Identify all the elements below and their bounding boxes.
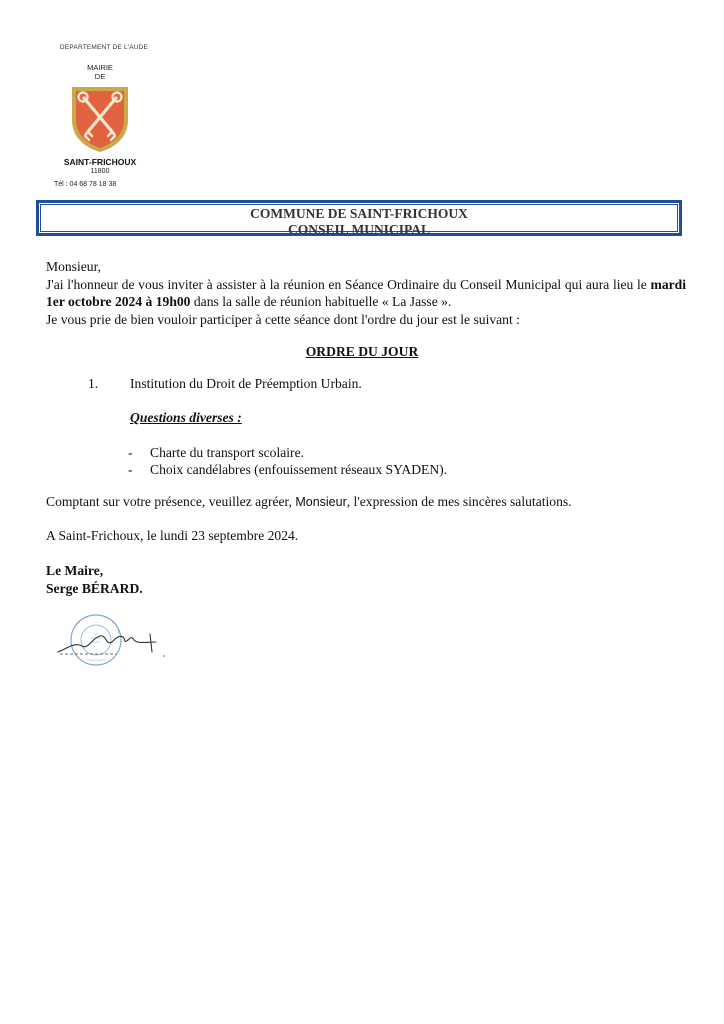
closing-paragraph: Comptant sur votre présence, veuillez agréer, Monsieur, l'expression de mes sincères salutations. — [46, 494, 572, 509]
header-line-1: COMMUNE DE SAINT-FRICHOUX — [250, 206, 468, 221]
request-paragraph: Je vous prie de bien vouloir participer à cette séance dont l'ordre du jour est le suivant : — [46, 311, 520, 327]
header-box — [36, 200, 682, 236]
list-item: - Choix candélabres (enfouissement réseaux SYADEN). — [128, 461, 447, 478]
town-name: SAINT-FRICHOUX — [63, 157, 137, 167]
letter-body — [46, 258, 686, 328]
salutation: Monsieur, — [46, 259, 101, 274]
letterhead — [40, 44, 160, 175]
agenda-title: ORDRE DU JOUR — [305, 344, 419, 359]
mairie-label: MAIRIE DE — [87, 63, 113, 81]
misc-questions-list — [128, 444, 447, 478]
signatory-role: Le Maire, — [46, 563, 104, 578]
agenda-item-text: Institution du Droit de Préemption Urbain. — [130, 376, 362, 391]
signatory — [46, 562, 143, 597]
place-date: A Saint-Frichoux, le lundi 23 septembre 2024. — [46, 528, 299, 543]
agenda-item-number: 1. — [88, 376, 99, 391]
header-line-2: CONSEIL MUNICIPAL — [288, 222, 430, 237]
coat-of-arms-icon — [68, 84, 132, 154]
signatory-name: Serge BÉRARD. — [46, 580, 143, 596]
meeting-date: mardi 1er octobre 2024 à 19h00 — [46, 276, 686, 309]
misc-questions-title: Questions diverses : — [130, 410, 242, 425]
phone-number: Tél : 04 68 78 18 38 — [54, 181, 117, 188]
zip-code: 11800 — [90, 168, 110, 175]
list-item: - Charte du transport scolaire. — [128, 444, 447, 461]
department-label: DEPARTEMENT DE L'AUDE — [59, 44, 149, 51]
stamp-signature-icon — [56, 612, 176, 672]
agenda-item — [88, 376, 362, 392]
intro-paragraph: J'ai l'honneur de vous inviter à assister à la réunion en Séance Ordinaire du Conseil Municipal qui aura lieu le mardi 1er octobre 2024 à 19h00 dans la salle de réunion habituelle « La Jasse ». — [46, 276, 686, 309]
